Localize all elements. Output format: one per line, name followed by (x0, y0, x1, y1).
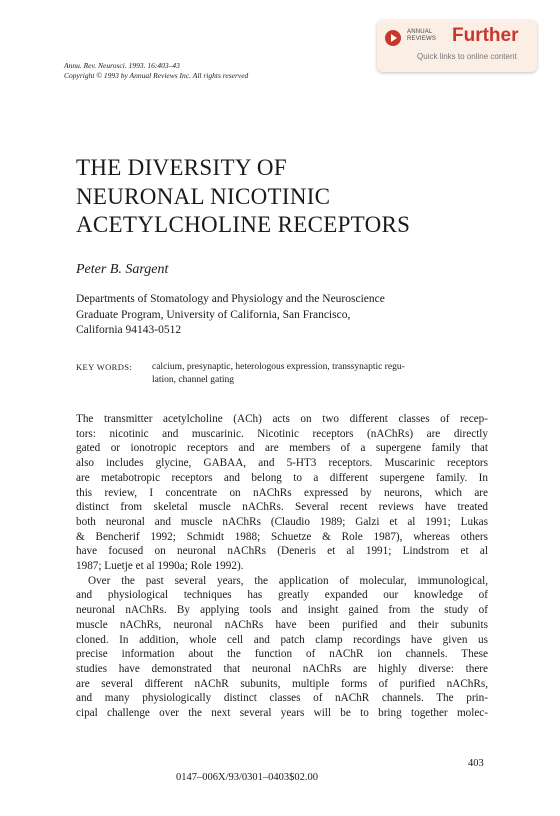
keywords-list (152, 361, 487, 387)
body-line: both neuronal and muscle nAChRs (Claudio 1989; Galzi et al 1991; Lukas (76, 515, 488, 528)
body-line: are several different nAChR subunits, multiple forms of purified nAChRs, (76, 677, 488, 690)
body-line: & Bencherif 1992; Schmidt 1988; Schuetze & Role 1987), whereas others (76, 530, 488, 543)
author-name: Peter B. Sargent (76, 262, 169, 277)
body-line: 1987; Luetje et al 1990a; Role 1992). (76, 560, 244, 573)
body-line: cloned. In addition, whole cell and patch clamp recordings have given us (76, 633, 488, 646)
body-line: and physiological techniques has greatly expanded our knowledge of (76, 589, 488, 602)
footer-code: 0147–006X/93/0301–0403$02.00 (176, 772, 319, 783)
body-line: this review, I concentrate on nAChRs expressed by neurons, which are (76, 486, 488, 499)
affiliation-line: Graduate Program, University of California, San Francisco, (76, 308, 351, 321)
further-tagline: Quick links to online content (417, 52, 517, 61)
body-line: studies have demonstrated that neuronal nAChRs are highly diverse: there (76, 662, 488, 675)
affiliation-line: California 94143-0512 (76, 324, 182, 336)
affiliation-line: Departments of Stomatology and Physiology and the Neuroscience (76, 293, 385, 305)
journal-header (64, 61, 248, 81)
annual-reviews-wordmark (407, 29, 436, 43)
title-line: ACETYLCHOLINE RECEPTORS (76, 212, 411, 237)
reviews-label: REVIEWS (407, 36, 437, 42)
body-line: also includes glycine, GABAA, and 5-HT3 receptors. Muscarinic receptors (76, 457, 488, 470)
article-title (76, 154, 410, 240)
body-line: are metabotropic receptors and belong to a different supergene family. In (76, 471, 488, 484)
body-line: have focused on neuronal nAChRs (Deneris et al 1991; Lindstrom et al (76, 545, 488, 558)
body-line: The transmitter acetylcholine (ACh) acts on two different classes of recep- (76, 413, 488, 425)
body-line: distinct from skeletal muscle nAChRs. Several recent reviews have treated (76, 501, 488, 514)
keywords-label: KEY WORDS: (76, 362, 133, 372)
body-line: muscle nAChRs, neuronal nAChRs have been purified and their subunits (76, 618, 488, 631)
body-text (76, 412, 488, 721)
journal-citation: Annu. Rev. Neurosci. 1993. 16:403–43 (64, 61, 180, 70)
annual-label: ANNUAL (407, 29, 433, 35)
body-line: precise information about the function of nAChR ion channels. These (76, 648, 488, 661)
body-line: cipal challenge over the next several years will be to bring together molec- (76, 707, 488, 720)
body-line: Over the past several years, the application of molecular, immunological, (88, 574, 488, 587)
body-line: neuronal nAChRs. By applying tools and insight gained from the study of (76, 604, 488, 617)
body-line: and many physiologically distinct classes of nAChR channels. The prin- (76, 692, 488, 705)
journal-copyright: Copyright © 1993 by Annual Reviews Inc. All rights reserved (64, 71, 249, 80)
keywords-line: lation, channel gating (152, 375, 235, 385)
body-line: tors: nicotinic and muscarinic. Nicotinic receptors (nAChRs) are directly (76, 427, 488, 440)
title-line: THE DIVERSITY OF (76, 155, 287, 180)
title-line: NEURONAL NICOTINIC (76, 183, 331, 209)
body-line: gated or ionotropic receptors and are members of a supergene family that (76, 442, 488, 455)
author-affiliation (76, 292, 385, 339)
further-label[interactable]: Further (452, 25, 519, 46)
further-banner[interactable] (377, 20, 537, 72)
page-number: 403 (468, 758, 484, 769)
annual-reviews-logo-icon (385, 30, 401, 46)
keywords-line: calcium, presynaptic, heterologous expression, transsynaptic regu- (152, 362, 405, 372)
